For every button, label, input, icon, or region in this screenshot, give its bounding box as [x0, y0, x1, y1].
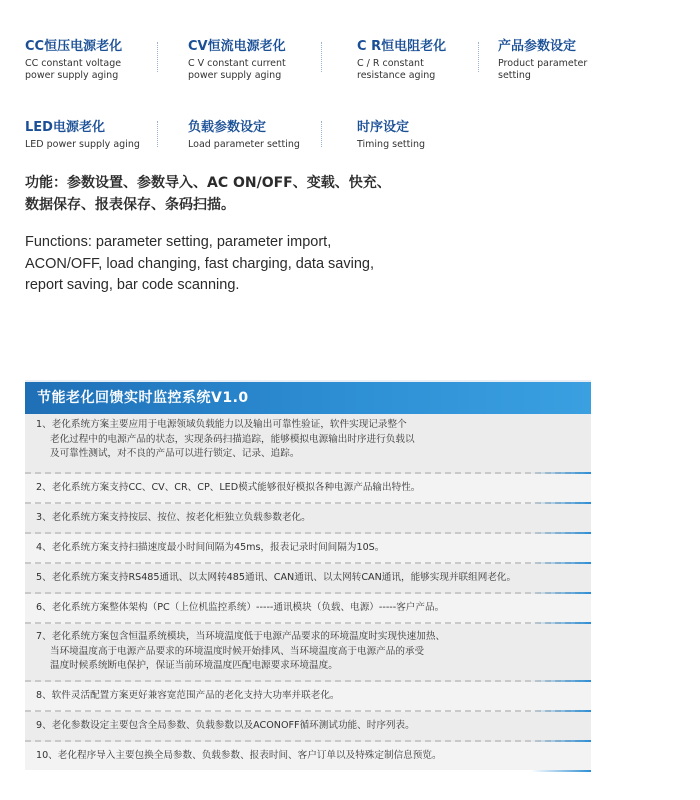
- list-item-line: 及可靠性测试，对不良的产品可以进行锁定、记录、追踪。: [50, 448, 300, 459]
- feature-title: 时序设定: [357, 120, 410, 135]
- feature-title: C R恒电阻老化: [357, 39, 447, 54]
- list-item-line: 9、老化参数设定主要包含全局参数、负载参数以及ACONOFF循环测试功能、时序列表。: [36, 720, 415, 731]
- feature-subtitle-line: setting: [498, 69, 531, 81]
- feature-title: 产品参数设定: [498, 39, 577, 54]
- feature-subtitle: [498, 58, 587, 81]
- feature-subtitle: [188, 139, 300, 151]
- list-item-line: 6、老化系统方案整体架构（PC（上位机监控系统）-----通讯模块（负载、电源）-----客户产品。: [36, 602, 445, 613]
- functions-chinese: [25, 172, 391, 216]
- divider: [321, 42, 322, 72]
- feature-cc-voltage-aging: [25, 39, 122, 81]
- list-item-line: 1、老化系统方案主要应用于电源领域负载能力以及输出可靠性验证，软件实现记录整个: [36, 419, 407, 430]
- functions-english-line: Functions: parameter setting, parameter import,: [25, 234, 332, 250]
- feature-grid: [0, 0, 700, 170]
- feature-subtitle: [357, 139, 425, 151]
- feature-subtitle-line: CC constant voltage: [25, 58, 122, 69]
- list-item-line: 8、软件灵活配置方案更好兼容宽范围产品的老化支持大功率并联老化。: [36, 690, 340, 701]
- list-item: [25, 504, 591, 534]
- feature-subtitle-line: C / R constant: [357, 58, 424, 69]
- feature-subtitle-line: Timing setting: [357, 139, 426, 150]
- feature-load-parameter-setting: [188, 120, 300, 151]
- feature-product-parameter-setting: [498, 39, 587, 81]
- functions-english-line: report saving, bar code scanning.: [25, 277, 240, 293]
- feature-subtitle: [188, 58, 286, 81]
- list-item-line: 7、老化系统方案包含恒温系统模块，当环境温度低于电源产品要求的环境温度时实现快速加热、: [36, 631, 446, 642]
- list-item-line: 5、老化系统方案支持RS485通讯、以太网转485通讯、CAN通讯、以太网转CAN通讯，能够实现并联组网老化。: [36, 572, 517, 583]
- feature-subtitle-line: power supply aging: [25, 69, 119, 81]
- feature-subtitle-line: power supply aging: [188, 69, 282, 81]
- list-item-line: 当环境温度高于电源产品要求的环境温度时候开始排风、当环境温度高于电源产品的承受: [50, 645, 425, 657]
- panel-title: 节能老化回馈实时监控系统V1.0: [25, 380, 591, 414]
- divider: [478, 42, 479, 72]
- feature-cr-resistance-aging: [357, 39, 446, 81]
- feature-title: CV恒流电源老化: [188, 39, 286, 54]
- monitoring-system-panel: [25, 380, 591, 775]
- feature-led-power-aging: [25, 120, 140, 151]
- list-item-line: 10、老化程序导入主要包换全局参数、负载参数、报表时间、客户订单以及特殊定制信息预览。: [36, 750, 442, 761]
- list-item: [25, 414, 591, 474]
- divider: [157, 121, 158, 147]
- feature-subtitle: [25, 58, 122, 81]
- feature-subtitle-line: C V constant current: [188, 58, 286, 69]
- list-item: [25, 474, 591, 504]
- list-item: [25, 712, 591, 742]
- functions-english: [25, 232, 374, 297]
- list-item: [25, 682, 591, 712]
- list-item-line: 3、老化系统方案支持按层、按位、按老化柜独立负载参数老化。: [36, 512, 311, 523]
- functions-chinese-line: 数据保存、报表保存、条码扫描。: [25, 197, 235, 213]
- feature-title: CC恒压电源老化: [25, 39, 123, 54]
- list-item: [25, 564, 591, 594]
- list-item-line: 温度时候系统断电保护，保证当前环境温度匹配电源要求环境温度。: [50, 660, 338, 671]
- feature-title: 负载参数设定: [188, 120, 267, 135]
- feature-title: LED电源老化: [25, 120, 105, 135]
- functions-english-line: ACON/OFF, load changing, fast charging, data saving,: [25, 255, 374, 272]
- list-item: [25, 624, 591, 682]
- feature-subtitle: [357, 58, 446, 81]
- panel-item-list: [25, 414, 591, 770]
- feature-cv-current-aging: [188, 39, 286, 81]
- functions-chinese-line: 功能：参数设置、参数导入、AC ON/OFF、变载、快充、: [25, 175, 391, 191]
- feature-timing-setting: [357, 120, 425, 151]
- list-item-line: 老化过程中的电源产品的状态，实现条码扫描追踪，能够模拟电源输出时序进行负载以: [50, 433, 415, 445]
- feature-subtitle-line: resistance aging: [357, 69, 436, 81]
- feature-subtitle-line: LED power supply aging: [25, 139, 140, 150]
- feature-subtitle-line: Product parameter: [498, 58, 588, 69]
- divider: [321, 121, 322, 147]
- feature-subtitle: [25, 139, 140, 151]
- feature-subtitle-line: Load parameter setting: [188, 139, 300, 150]
- list-item-line: 4、老化系统方案支持扫描速度最小时间间隔为45ms，报表记录时间间隔为10S。: [36, 542, 385, 553]
- list-item-line: 2、老化系统方案支持CC、CV、CR、CP、LED模式能够很好模拟各种电源产品输出特性。: [36, 482, 421, 493]
- list-item: [25, 534, 591, 564]
- list-item: [25, 594, 591, 624]
- list-item: [25, 742, 591, 770]
- divider: [157, 42, 158, 72]
